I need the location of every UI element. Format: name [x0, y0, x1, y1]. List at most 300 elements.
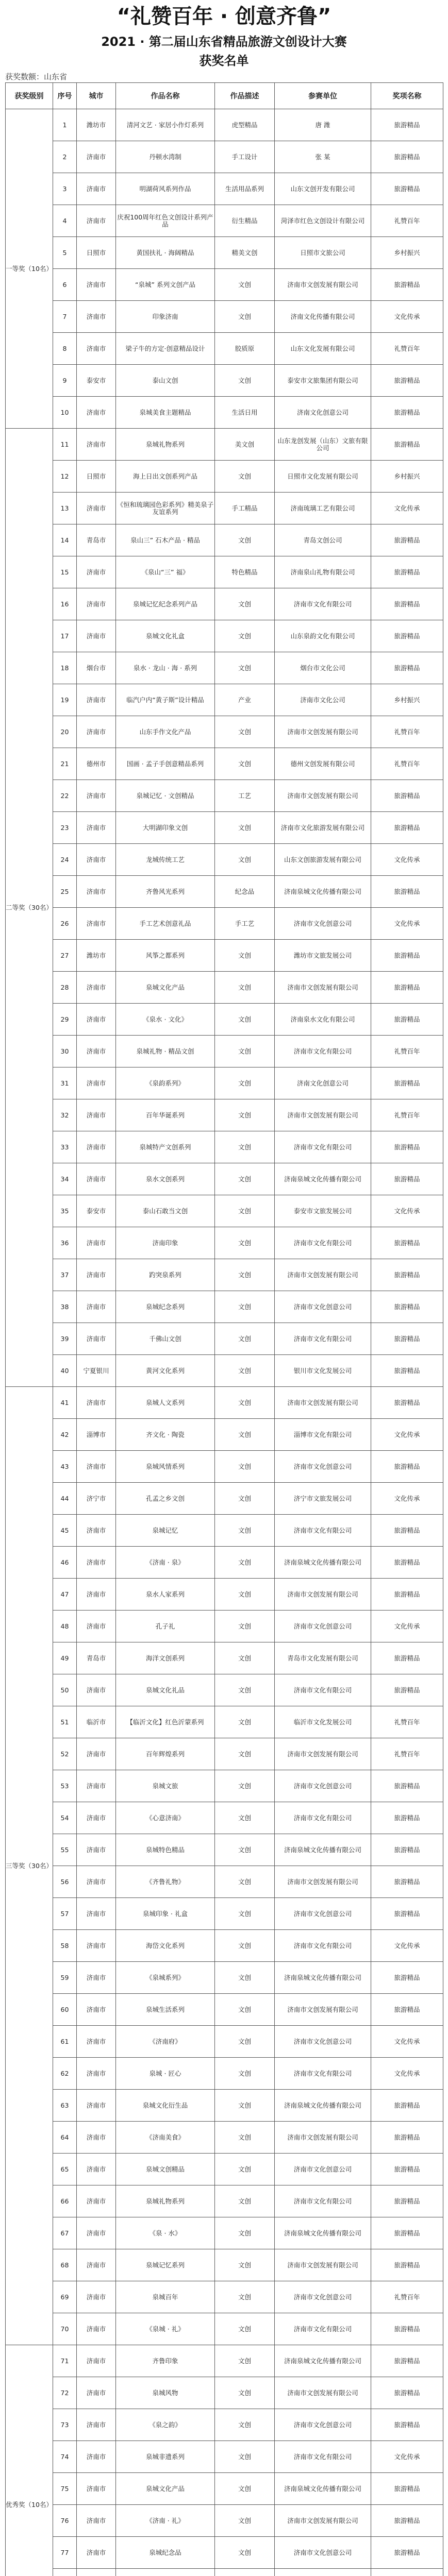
row-number: 76: [53, 2505, 77, 2537]
row-city: 济南市: [77, 2473, 116, 2505]
row-number: 5: [53, 237, 77, 269]
row-city: 济南市: [77, 173, 116, 205]
table-row: [6, 141, 443, 173]
row-work-name: 泉城人文系列: [116, 1387, 215, 1419]
table-row: [6, 429, 443, 461]
page-title: “礼赞百年 · 创意齐鲁”: [117, 5, 331, 28]
row-prize: 文化传承: [371, 1930, 443, 1962]
row-city: 济南市: [77, 972, 116, 1004]
row-prize: 文化传承: [371, 1195, 443, 1227]
row-city: 济南市: [77, 1131, 116, 1163]
table-row: [6, 1547, 443, 1579]
row-work-name: 泉城礼物系列: [116, 429, 215, 461]
row-city: 济南市: [77, 1834, 116, 1866]
row-prize: 旅游精品: [371, 2217, 443, 2249]
row-prize: 旅游精品: [371, 1642, 443, 1674]
row-number: 1: [53, 109, 77, 141]
row-number: 64: [53, 2122, 77, 2154]
table-row: [6, 2377, 443, 2409]
row-number: 11: [53, 429, 77, 461]
row-description: 文创: [215, 1451, 275, 1483]
table-row: [6, 1515, 443, 1547]
row-city: 济南市: [77, 684, 116, 716]
row-description: [215, 2569, 275, 2576]
table-row: [6, 397, 443, 429]
row-number: 12: [53, 461, 77, 493]
row-work-name: 泉城礼物 · 精品文创: [116, 1036, 215, 1067]
row-work-name: 明湖荷风系列作品: [116, 173, 215, 205]
row-city: 日照市: [77, 237, 116, 269]
table-row: [6, 1930, 443, 1962]
row-city: 济南市: [77, 1259, 116, 1291]
row-prize: 旅游精品: [371, 652, 443, 684]
row-unit: 济南市文化有限公司: [275, 1515, 371, 1547]
row-work-name: 国画 · 孟子手创意精品系列: [116, 748, 215, 780]
row-prize: 旅游精品: [371, 1291, 443, 1323]
row-number: 77: [53, 2537, 77, 2569]
row-description: 文创: [215, 524, 275, 556]
row-city: 济南市: [77, 1962, 116, 1994]
row-unit: 济南市文化有限公司: [275, 1323, 371, 1355]
table-row: [6, 1323, 443, 1355]
row-unit: 济宁市文旅发展公司: [275, 1483, 371, 1515]
row-description: 文创: [215, 1323, 275, 1355]
row-unit: 菏泽市红色文创设计有限公司: [275, 205, 371, 237]
row-work-name: 泉城文化产品: [116, 972, 215, 1004]
table-row: [6, 1674, 443, 1706]
row-city: 济南市: [77, 141, 116, 173]
row-unit: 济南泉城文化传播有限公司: [275, 1834, 371, 1866]
row-unit: 济南市文化创意公司: [275, 2026, 371, 2058]
row-city: 青岛市: [77, 524, 116, 556]
row-work-name: 《恒和琉璃园色彩系列》精美泉子友谊系列: [116, 493, 215, 524]
row-work-name: 《泉之韵》: [116, 2409, 215, 2441]
row-prize: 旅游精品: [371, 2185, 443, 2217]
table-row: [6, 620, 443, 652]
row-city: 济南市: [77, 1291, 116, 1323]
page-subtitle: 2021 · 第二届山东省精品旅游文创设计大赛: [101, 35, 347, 49]
row-prize: 旅游精品: [371, 365, 443, 397]
row-city: 临沂市: [77, 1706, 116, 1738]
row-number: 74: [53, 2441, 77, 2473]
table-row: [6, 780, 443, 812]
row-city: 济南市: [77, 2058, 116, 2090]
row-city: 济南市: [77, 1898, 116, 1930]
row-prize: 旅游精品: [371, 1515, 443, 1547]
row-prize: 旅游精品: [371, 2249, 443, 2281]
row-number: 15: [53, 556, 77, 588]
row-number: 32: [53, 1099, 77, 1131]
row-unit: 临沂市文化发展公司: [275, 1706, 371, 1738]
row-work-name: “泉城” 系列文创产品: [116, 269, 215, 301]
row-number: 47: [53, 1579, 77, 1611]
table-row: [6, 333, 443, 365]
row-prize: 文化传承: [371, 1611, 443, 1642]
row-city: 济南市: [77, 2122, 116, 2154]
table-row: [6, 2569, 443, 2576]
table-row: [6, 2026, 443, 2058]
row-city: 济南市: [77, 812, 116, 844]
row-number: 68: [53, 2249, 77, 2281]
table-row: [6, 748, 443, 780]
row-work-name: 梁子牛的方定·创意精品设计: [116, 333, 215, 365]
row-description: 文创: [215, 1579, 275, 1611]
row-unit: 济南市文创发展有限公司: [275, 1994, 371, 2026]
row-number: 50: [53, 1674, 77, 1706]
row-description: 文创: [215, 2154, 275, 2185]
row-work-name: 趵突泉系列: [116, 1259, 215, 1291]
table-row: [6, 812, 443, 844]
row-prize: 旅游精品: [371, 1547, 443, 1579]
row-unit: 济南市文创发展有限公司: [275, 780, 371, 812]
row-number: 20: [53, 716, 77, 748]
row-unit: 济南市文创发展有限公司: [275, 1579, 371, 1611]
row-work-name: 《济南 · 泉》: [116, 1547, 215, 1579]
row-description: 文创: [215, 972, 275, 1004]
row-city: 济南市: [77, 2249, 116, 2281]
row-number: 8: [53, 333, 77, 365]
row-work-name: 黄国扶礼 · 海阔精品: [116, 237, 215, 269]
row-description: 文创: [215, 2409, 275, 2441]
row-city: 济南市: [77, 1930, 116, 1962]
row-city: 济宁市: [77, 1483, 116, 1515]
row-prize: 旅游精品: [371, 2537, 443, 2569]
row-number: 52: [53, 1738, 77, 1770]
row-prize: 旅游精品: [371, 2377, 443, 2409]
row-work-name: 大明湖印象文创: [116, 812, 215, 844]
row-unit: 济南市文化创意公司: [275, 908, 371, 940]
row-unit: 济南市文创发展有限公司: [275, 972, 371, 1004]
table-row: [6, 844, 443, 876]
row-prize: 礼赞百年: [371, 748, 443, 780]
row-work-name: 泉城礼物系列: [116, 2185, 215, 2217]
row-unit: 济南市文创发展有限公司: [275, 2249, 371, 2281]
table-row: [6, 2313, 443, 2345]
table-row: [6, 1227, 443, 1259]
row-unit: 济南市文创发展有限公司: [275, 1099, 371, 1131]
row-description: 虎型精品: [215, 109, 275, 141]
row-work-name: 泉水人家系列: [116, 1579, 215, 1611]
row-city: 济南市: [77, 2441, 116, 2473]
row-prize: 乡村振兴: [371, 461, 443, 493]
row-description: 文创: [215, 1642, 275, 1674]
row-description: 文创: [215, 1195, 275, 1227]
row-description: 文创: [215, 2537, 275, 2569]
row-unit: 济南市文创发展有限公司: [275, 269, 371, 301]
row-unit: 济南泉城文化传播有限公司: [275, 2345, 371, 2377]
row-prize: 旅游精品: [371, 1004, 443, 1036]
row-prize: 礼赞百年: [371, 333, 443, 365]
row-unit: 济南泉城文化传播有限公司: [275, 2090, 371, 2122]
row-prize: 礼赞百年: [371, 1036, 443, 1067]
row-work-name: 海岱文化系列: [116, 1930, 215, 1962]
row-unit: 济南泉城文化传播有限公司: [275, 1547, 371, 1579]
table-row: [6, 301, 443, 333]
row-city: 济南市: [77, 1451, 116, 1483]
row-prize: 旅游精品: [371, 109, 443, 141]
row-unit: 济南市文化创意公司: [275, 2154, 371, 2185]
row-description: 文创: [215, 2217, 275, 2249]
table-row: [6, 2505, 443, 2537]
table-row: [6, 365, 443, 397]
row-number: 34: [53, 1163, 77, 1195]
row-prize: 旅游精品: [371, 2505, 443, 2537]
row-city: 青岛市: [77, 1642, 116, 1674]
row-city: 济南市: [77, 1099, 116, 1131]
table-row: [6, 908, 443, 940]
row-city: 济南市: [77, 2026, 116, 2058]
row-work-name: 庆祝100周年红色文创设计系列产品: [116, 205, 215, 237]
row-prize: 旅游精品: [371, 269, 443, 301]
row-prize: 旅游精品: [371, 556, 443, 588]
row-description: 文创: [215, 2058, 275, 2090]
row-unit: [275, 2569, 371, 2576]
row-prize: 旅游精品: [371, 173, 443, 205]
row-description: 文创: [215, 2345, 275, 2377]
row-number: 26: [53, 908, 77, 940]
row-unit: 青岛文创公司: [275, 524, 371, 556]
row-number: 4: [53, 205, 77, 237]
table-row: [6, 1770, 443, 1802]
row-prize: 旅游精品: [371, 780, 443, 812]
row-unit: 日照市文旅公司: [275, 237, 371, 269]
table-row: [6, 1355, 443, 1387]
row-city: 济南市: [77, 1323, 116, 1355]
table-row: [6, 876, 443, 908]
row-work-name: 《心意济南》: [116, 1802, 215, 1834]
row-description: 文创: [215, 1866, 275, 1898]
row-number: 36: [53, 1227, 77, 1259]
table-row: [6, 684, 443, 716]
row-description: 生活日用: [215, 397, 275, 429]
row-city: 济南市: [77, 908, 116, 940]
row-work-name: 泰山文创: [116, 365, 215, 397]
col-header-award: 获奖级别: [6, 83, 53, 109]
table-row: [6, 1291, 443, 1323]
table-row: [6, 524, 443, 556]
row-unit: 济南市文创发展有限公司: [275, 716, 371, 748]
row-description: 衍生精品: [215, 205, 275, 237]
row-unit: 济南市文化有限公司: [275, 1036, 371, 1067]
row-unit: 济南市文化有限公司: [275, 2313, 371, 2345]
row-number: 69: [53, 2281, 77, 2313]
row-city: 济南市: [77, 205, 116, 237]
row-unit: 济南泉城文化传播有限公司: [275, 1163, 371, 1195]
row-work-name: 泉城特产文创系列: [116, 1131, 215, 1163]
row-description: 文创: [215, 1547, 275, 1579]
table-row: [6, 461, 443, 493]
row-prize: 旅游精品: [371, 1323, 443, 1355]
row-city: 济南市: [77, 2185, 116, 2217]
row-number: 42: [53, 1419, 77, 1451]
table-row: [6, 588, 443, 620]
row-prize: 旅游精品: [371, 1802, 443, 1834]
table-row: [6, 1036, 443, 1067]
row-number: 46: [53, 1547, 77, 1579]
row-work-name: 泉城记忆 · 文创精品: [116, 780, 215, 812]
col-header-no: 序号: [53, 83, 77, 109]
row-unit: 济南市文创发展有限公司: [275, 2122, 371, 2154]
row-number: 51: [53, 1706, 77, 1738]
row-city: 济南市: [77, 1515, 116, 1547]
row-number: 6: [53, 269, 77, 301]
row-city: 济南市: [77, 2090, 116, 2122]
row-prize: 旅游精品: [371, 2313, 443, 2345]
row-prize: 文化传承: [371, 908, 443, 940]
row-unit: 淄博市文化有限公司: [275, 1419, 371, 1451]
table-row: [6, 1195, 443, 1227]
row-work-name: 泉城纪念品: [116, 2537, 215, 2569]
row-description: 文创: [215, 2441, 275, 2473]
row-number: 31: [53, 1067, 77, 1099]
row-unit: 济南市文创发展有限公司: [275, 1738, 371, 1770]
row-prize: 旅游精品: [371, 2345, 443, 2377]
row-work-name: 齐文化 · 陶瓷: [116, 1419, 215, 1451]
table-row: [6, 2409, 443, 2441]
row-description: 文创: [215, 2377, 275, 2409]
row-city: 淄博市: [77, 1419, 116, 1451]
row-description: 文创: [215, 1674, 275, 1706]
row-prize: 旅游精品: [371, 429, 443, 461]
row-unit: 济南市文创发展有限公司: [275, 1387, 371, 1419]
row-work-name: 泉城记忆系列: [116, 2249, 215, 2281]
row-city: 济南市: [77, 2505, 116, 2537]
table-row: [6, 493, 443, 524]
table-row: [6, 269, 443, 301]
row-city: 泰安市: [77, 365, 116, 397]
table-row: [6, 1483, 443, 1515]
row-number: 10: [53, 397, 77, 429]
row-work-name: 泉城特色精品: [116, 1834, 215, 1866]
row-number: 38: [53, 1291, 77, 1323]
row-work-name: 泉城非遗系列: [116, 2441, 215, 2473]
row-unit: 济南泉城文化传播有限公司: [275, 2473, 371, 2505]
row-prize: 旅游精品: [371, 1131, 443, 1163]
row-work-name: 泉城文化衍生品: [116, 2090, 215, 2122]
row-number: 48: [53, 1611, 77, 1642]
row-unit: 泰安市文旅发展公司: [275, 1195, 371, 1227]
row-description: 文创: [215, 1099, 275, 1131]
row-prize: 旅游精品: [371, 812, 443, 844]
row-number: 65: [53, 2154, 77, 2185]
row-city: 济南市: [77, 844, 116, 876]
row-description: 文创: [215, 2122, 275, 2154]
row-prize: 文化传承: [371, 844, 443, 876]
row-unit: 济南泉城文化传播有限公司: [275, 1962, 371, 1994]
row-number: 27: [53, 940, 77, 972]
row-prize: 文化传承: [371, 1419, 443, 1451]
row-prize: 旅游精品: [371, 1163, 443, 1195]
row-prize: 旅游精品: [371, 2409, 443, 2441]
row-work-name: 泉城印象 · 礼盒: [116, 1898, 215, 1930]
row-description: 文创: [215, 269, 275, 301]
row-city: 潍坊市: [77, 109, 116, 141]
row-prize: 旅游精品: [371, 2473, 443, 2505]
row-number: 23: [53, 812, 77, 844]
table-row: [6, 1802, 443, 1834]
row-number: 30: [53, 1036, 77, 1067]
col-header-city: 城市: [77, 83, 116, 109]
table-row: [6, 2185, 443, 2217]
row-work-name: 泉城风情系列: [116, 1451, 215, 1483]
row-work-name: 泉水 · 龙山 · 海 · 系列: [116, 652, 215, 684]
row-prize: 旅游精品: [371, 620, 443, 652]
row-city: [77, 2569, 116, 2576]
table-row: [6, 109, 443, 141]
row-city: 济南市: [77, 588, 116, 620]
row-number: 43: [53, 1451, 77, 1483]
row-city: 济南市: [77, 2313, 116, 2345]
row-description: 文创: [215, 2313, 275, 2345]
row-work-name: 临汽户内“黄子斯”设计精品: [116, 684, 215, 716]
row-work-name: 千佛山文创: [116, 1323, 215, 1355]
row-work-name: 孔子礼: [116, 1611, 215, 1642]
row-prize: 旅游精品: [371, 2154, 443, 2185]
row-description: 文创: [215, 1611, 275, 1642]
row-city: 济南市: [77, 2377, 116, 2409]
row-work-name: 泉水文创系列: [116, 1163, 215, 1195]
row-prize: 旅游精品: [371, 2122, 443, 2154]
row-number: 53: [53, 1770, 77, 1802]
row-work-name: 泉城文化礼品: [116, 1674, 215, 1706]
row-number: 63: [53, 2090, 77, 2122]
award-table: [5, 82, 443, 2576]
row-unit: 济南市文化创意公司: [275, 1611, 371, 1642]
row-description: 文创: [215, 1067, 275, 1099]
row-unit: 济南文化创意公司: [275, 1067, 371, 1099]
row-work-name: 百年辉煌系列: [116, 1738, 215, 1770]
row-prize: 乡村振兴: [371, 684, 443, 716]
row-work-name: 《齐鲁礼物》: [116, 1866, 215, 1898]
row-number: 45: [53, 1515, 77, 1547]
row-description: 文创: [215, 716, 275, 748]
row-work-name: 泉城文旅: [116, 1770, 215, 1802]
row-work-name: 《泉城系列》: [116, 1962, 215, 1994]
row-prize: 旅游精品: [371, 1579, 443, 1611]
table-row: [6, 237, 443, 269]
table-row: [6, 652, 443, 684]
row-description: 文创: [215, 1259, 275, 1291]
row-unit: 济南市文化创意公司: [275, 1770, 371, 1802]
row-city: 济南市: [77, 2154, 116, 2185]
table-row: [6, 173, 443, 205]
row-prize: 文化传承: [371, 2441, 443, 2473]
row-unit: 山东龙创发展（山东）文旅有限公司: [275, 429, 371, 461]
table-row: [6, 2441, 443, 2473]
row-city: 潍坊市: [77, 940, 116, 972]
row-city: 德州市: [77, 748, 116, 780]
row-work-name: 龙城传统工艺: [116, 844, 215, 876]
row-work-name: 《泉韵系列》: [116, 1067, 215, 1099]
row-prize: 文化传承: [371, 493, 443, 524]
row-unit: 济南泉水文化有限公司: [275, 1004, 371, 1036]
table-row: [6, 1004, 443, 1036]
row-description: 文创: [215, 1291, 275, 1323]
row-work-name: 泉城生活系列: [116, 1994, 215, 2026]
table-row: [6, 1419, 443, 1451]
row-prize: 旅游精品: [371, 876, 443, 908]
row-city: 济南市: [77, 493, 116, 524]
row-prize: 旅游精品: [371, 1834, 443, 1866]
row-number: 25: [53, 876, 77, 908]
row-description: 文创: [215, 1994, 275, 2026]
row-work-name: 泉城百年: [116, 2281, 215, 2313]
col-header-unit: 参赛单位: [275, 83, 371, 109]
row-unit: 济南文化创意公司: [275, 397, 371, 429]
row-number: 40: [53, 1355, 77, 1387]
table-row: [6, 1067, 443, 1099]
row-prize: 乡村振兴: [371, 237, 443, 269]
